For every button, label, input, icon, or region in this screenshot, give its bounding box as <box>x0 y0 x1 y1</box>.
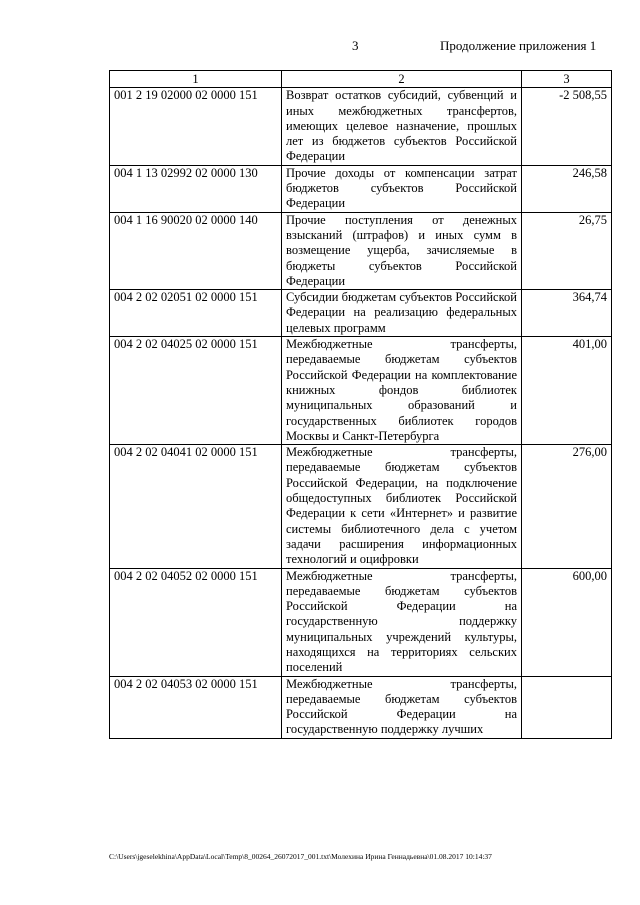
amount: -2 508,55 <box>522 88 612 165</box>
budget-code: 004 2 02 04041 02 0000 151 <box>110 445 282 568</box>
revenue-description: Субсидии бюджетам субъектов Российской Федерации на реализацию федеральных целевых программ <box>282 290 522 337</box>
table-row <box>110 290 612 337</box>
amount: 364,74 <box>522 290 612 337</box>
appendix-table <box>109 70 612 739</box>
revenue-description: Прочие доходы от компенсации затрат бюджетов субъектов Российской Федерации <box>282 165 522 212</box>
revenue-description: Межбюджетные трансферты, передаваемые бюджетам субъектов Российской Федерации на комплектование книжных фондов библиотек муниципальных образований и государственных библиотек городов Москвы и Санкт-Петербурга <box>282 337 522 445</box>
table-row <box>110 165 612 212</box>
column-header: 2 <box>282 71 522 88</box>
document-path-footer: C:\Users\jgeselekhina\AppData\Local\Temp\8_00264_26072017_001.txt\Молехина Ирина Геннадьевна\01.08.2017 10:14:37 <box>109 852 492 861</box>
table-row <box>110 676 612 738</box>
budget-code: 004 1 16 90020 02 0000 140 <box>110 212 282 289</box>
amount: 276,00 <box>522 445 612 568</box>
amount: 26,75 <box>522 212 612 289</box>
budget-code: 004 2 02 02051 02 0000 151 <box>110 290 282 337</box>
amount: 600,00 <box>522 568 612 676</box>
table-row <box>110 212 612 289</box>
table-row <box>110 88 612 165</box>
budget-code: 004 2 02 04053 02 0000 151 <box>110 676 282 738</box>
column-header: 1 <box>110 71 282 88</box>
continuation-label: Продолжение приложения 1 <box>440 38 597 53</box>
table-row <box>110 568 612 676</box>
table-header-row <box>110 71 612 88</box>
amount: 246,58 <box>522 165 612 212</box>
amount: 401,00 <box>522 337 612 445</box>
budget-code: 004 2 02 04052 02 0000 151 <box>110 568 282 676</box>
page-number: 3 <box>352 38 359 53</box>
amount <box>522 676 612 738</box>
budget-code: 004 1 13 02992 02 0000 130 <box>110 165 282 212</box>
column-header: 3 <box>522 71 612 88</box>
budget-code: 004 2 02 04025 02 0000 151 <box>110 337 282 445</box>
revenue-description: Межбюджетные трансферты, передаваемые бюджетам субъектов Российской Федерации на государственную поддержку лучших <box>282 676 522 738</box>
revenue-description: Межбюджетные трансферты, передаваемые бюджетам субъектов Российской Федерации на государственную поддержку муниципальных учреждений культуры, находящихся на территориях сельских поселений <box>282 568 522 676</box>
revenue-description: Возврат остатков субсидий, субвенций и иных межбюджетных трансфертов, имеющих целевое назначение, прошлых лет из бюджетов субъектов Российской Федерации <box>282 88 522 165</box>
table-row <box>110 337 612 445</box>
budget-code: 001 2 19 02000 02 0000 151 <box>110 88 282 165</box>
table-row <box>110 445 612 568</box>
revenue-description: Прочие поступления от денежных взысканий (штрафов) и иных сумм в возмещение ущерба, зачисляемые в бюджеты субъектов Российской Федерации <box>282 212 522 289</box>
revenue-description: Межбюджетные трансферты, передаваемые бюджетам субъектов Российской Федерации, на подключение общедоступных библиотек Российской Федерации к сети «Интернет» и развитие системы библиотечного дела с учетом задачи расширения информационных технологий и оцифровки <box>282 445 522 568</box>
